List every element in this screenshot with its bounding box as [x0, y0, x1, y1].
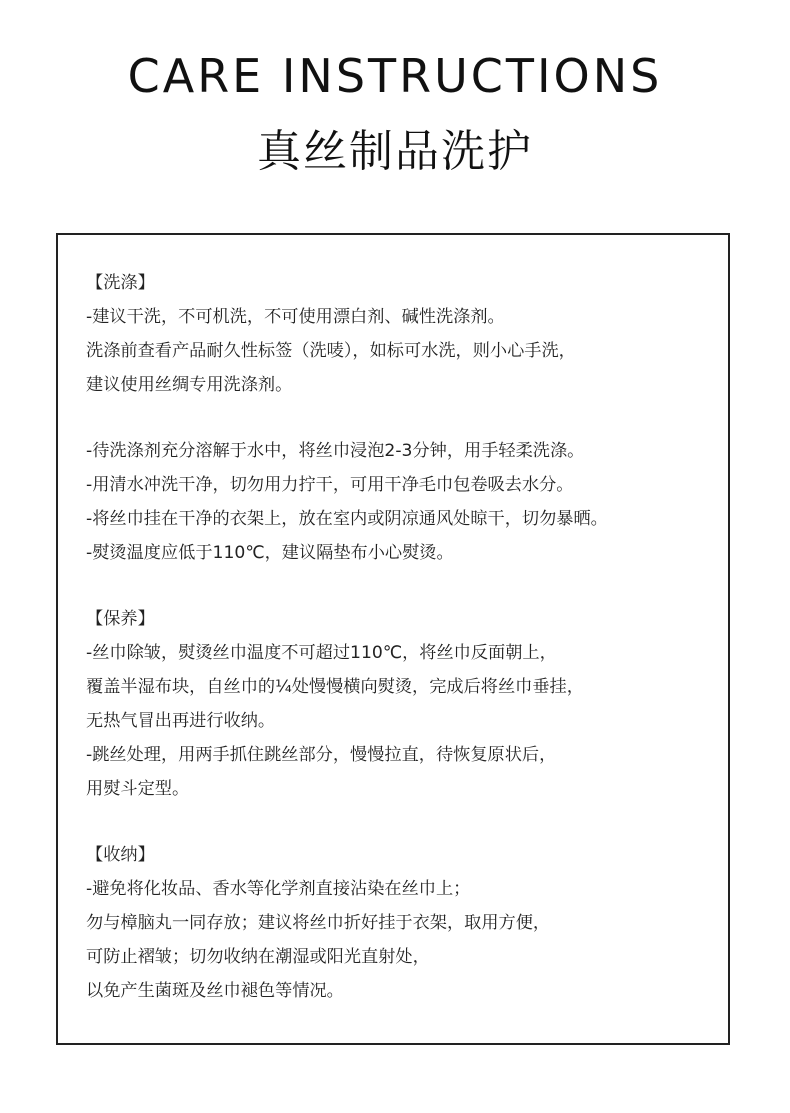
section-heading-wash: 【洗涤】: [86, 273, 155, 293]
wash-line: 建议使用丝绸专用洗涤剂。: [86, 375, 293, 395]
wash-line: -用清水冲洗干净，切勿用力拧干，可用干净毛巾包卷吸去水分。: [86, 475, 574, 495]
wash-line: 洗涤前查看产品耐久性标签（洗唛），如标可水洗，则小心手洗，: [86, 341, 576, 361]
spacer: [86, 806, 726, 838]
section-heading-storage: 【收纳】: [86, 845, 155, 865]
storage-line: 以免产生菌斑及丝巾褪色等情况。: [86, 981, 344, 1001]
care-line: 覆盖半湿布块，自丝巾的¼处慢慢横向熨烫，完成后将丝巾垂挂，: [86, 677, 584, 697]
care-line: -跳丝处理，用两手抓住跳丝部分，慢慢拉直，待恢复原状后，: [86, 745, 557, 765]
wash-line: -将丝巾挂在干净的衣架上，放在室内或阴凉通风处晾干，切勿暴晒。: [86, 509, 608, 529]
care-line: -丝巾除皱，熨烫丝巾温度不可超过110℃，将丝巾反面朝上，: [86, 643, 557, 663]
section-heading-care: 【保养】: [86, 609, 155, 629]
wash-line: -建议干洗，不可机洗，不可使用漂白剂、碱性洗涤剂。: [86, 307, 505, 327]
page-title-cn: 真丝制品洗护: [257, 126, 533, 177]
wash-line: -待洗涤剂充分溶解于水中，将丝巾浸泡2-3分钟，用手轻柔洗涤。: [86, 441, 585, 461]
spacer: [86, 402, 726, 434]
instructions-content: [86, 266, 726, 1008]
storage-line: 勿与樟脑丸一同存放；建议将丝巾折好挂于衣架，取用方便，: [86, 913, 551, 933]
care-line: 用熨斗定型。: [86, 779, 190, 799]
spacer: [86, 570, 726, 602]
wash-line: -熨烫温度应低于110℃，建议隔垫布小心熨烫。: [86, 543, 454, 563]
care-line: 无热气冒出再进行收纳。: [86, 711, 276, 731]
storage-line: 可防止褶皱；切勿收纳在潮湿或阳光直射处，: [86, 947, 430, 967]
storage-line: -避免将化妆品、香水等化学剂直接沾染在丝巾上；: [86, 879, 471, 899]
page-title-en: CARE INSTRUCTIONS: [127, 49, 663, 103]
